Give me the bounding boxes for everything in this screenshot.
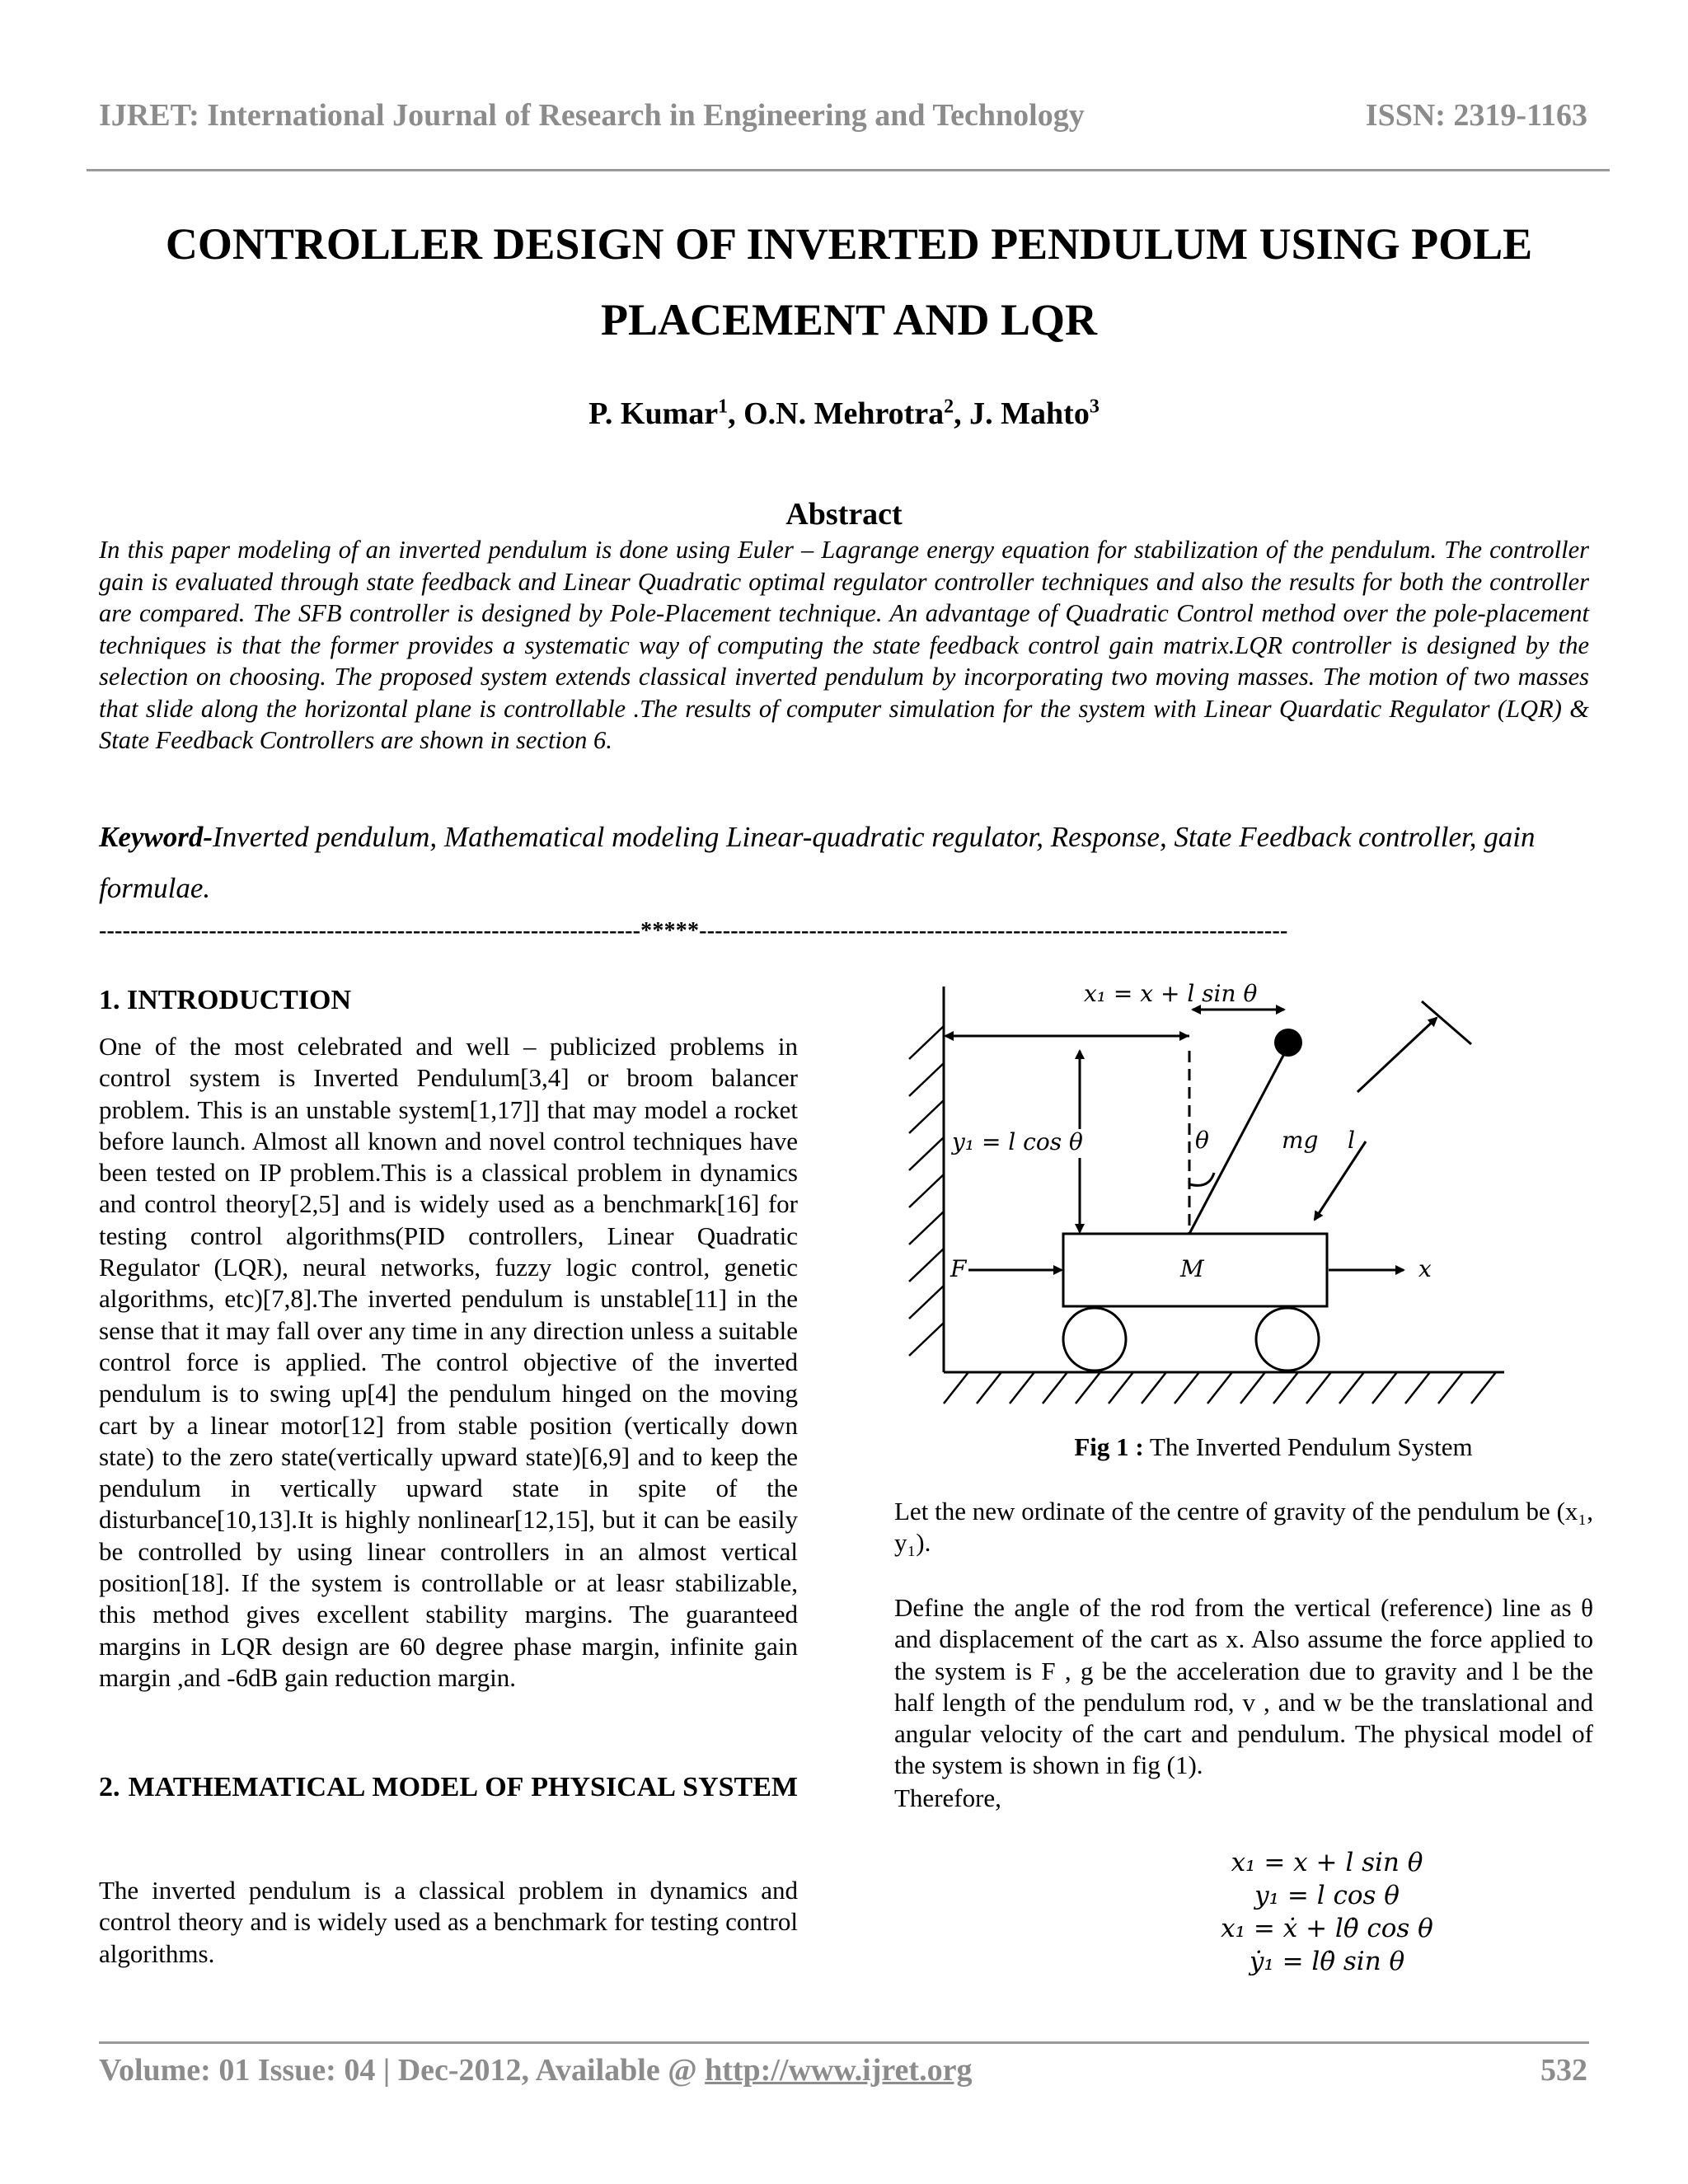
author-3: , J. Mahto bbox=[954, 396, 1090, 431]
right-paragraph-3: Therefore, bbox=[894, 1783, 1001, 1812]
author-1-affil: 1 bbox=[718, 396, 729, 418]
footer-divider bbox=[99, 2041, 1589, 2044]
paper-title bbox=[115, 206, 1582, 358]
l-dimension-tick bbox=[1422, 1001, 1471, 1044]
introduction-heading: 1. INTRODUCTION bbox=[99, 985, 352, 1015]
figure-caption-text: The Inverted Pendulum System bbox=[1143, 1432, 1473, 1461]
label-x1: x₁ = x + l sin θ bbox=[1084, 980, 1258, 1007]
title-line-1: CONTROLLER DESIGN OF INVERTED PENDULUM USING POLE bbox=[165, 219, 1533, 269]
header-divider bbox=[87, 169, 1610, 171]
ground-hatching bbox=[944, 1372, 1496, 1404]
section2-heading: 2. MATHEMATICAL MODEL OF PHYSICAL SYSTEM bbox=[99, 1772, 798, 1802]
abstract-heading: Abstract bbox=[785, 497, 903, 532]
cart-wheel-left bbox=[1063, 1308, 1126, 1371]
abstract-text: In this paper modeling of an inverted pendulum is done using Euler – Lagrange energy equation for stabilization of the pendulum. The controller gain is evaluated through state feedback and Linear Quadratic optimal regulator controller techniques and also the results for both the controller are compared. The SFB controller is designed by Pole-Placement technique. An advantage of Quadratic Control method over the pole-placement techniques is that the former provides a systematic way of computing the state feedback control gain matrix.LQR controller is designed by the selection on choosing. The proposed system extends classical inverted pendulum by incorporating two moving masses. The motion of two masses that slide along the horizontal plane is controllable .The results of computer simulation for the system with Linear Quardatic Regulator (LQR) & State Feedback Controllers are shown in section 6. bbox=[99, 536, 1589, 754]
theta-arc bbox=[1189, 1173, 1214, 1185]
label-x: x bbox=[1418, 1255, 1432, 1282]
issn-header: ISSN: 2319-1163 bbox=[1365, 98, 1587, 133]
equation-2: y₁ = l cos θ bbox=[1254, 1881, 1400, 1910]
l-dimension-arrow bbox=[1357, 1018, 1437, 1092]
label-mg: mg bbox=[1282, 1127, 1319, 1154]
introduction-section bbox=[99, 985, 798, 1694]
footer-link[interactable]: http://www.ijret.org bbox=[705, 2053, 973, 2088]
authors bbox=[0, 396, 1688, 432]
footer-volume-text: Volume: 01 Issue: 04 | Dec-2012, Available @ bbox=[99, 2053, 706, 2088]
author-2-affil: 2 bbox=[944, 396, 954, 418]
label-theta: θ bbox=[1195, 1127, 1209, 1154]
pendulum-mass bbox=[1274, 1029, 1302, 1057]
figure-caption bbox=[894, 1432, 1653, 1462]
author-1: P. Kumar bbox=[588, 396, 719, 431]
keywords-label: Keyword- bbox=[99, 821, 213, 853]
author-3-affil: 3 bbox=[1089, 396, 1100, 418]
footer-volume-info bbox=[99, 2052, 972, 2088]
wall-hatching bbox=[909, 1026, 944, 1356]
introduction-text: One of the most celebrated and well – publicized problems in control system is Inverted Pendulum[3,4] or broom balancer problem. This is an unstable system[1,17]] that may model a rocket before launch. Almost all known and novel control techniques have been tested on IP problem.This is a classical problem in dynamics and control theory[2,5] and is widely used as a benchmark[16] for testing control algorithms(PID controllers, Linear Quadratic Regulator (LQR), neural networks, fuzzy logic control, genetic algorithms, etc)[7,8].The inverted pendulum is unstable[11] in the sense that it may fall over any time in any direction unless a suitable control force is applied. The control objective of the inverted pendulum is to swing up[4] the pendulum hinged on the moving cart by a linear motor[12] from stable position (vertically down state) to the zero state(vertically upward state)[6,9] and to keep the pendulum in vertically upward state in spite of the disturbance[10,13].It is highly nonlinear[12,15], but it can be easily be controlled by using linear controllers in an almost vertical position[18]. If the system is controllable or at leasr stabilizable, this method gives excellent stability margins. The guaranteed margins in LQR design are 60 degree phase margin, infinite gain margin ,and -6dB gain reduction margin. bbox=[99, 1032, 798, 1692]
figure-caption-label: Fig 1 : bbox=[1074, 1432, 1144, 1461]
label-F: F bbox=[950, 1255, 967, 1282]
right-paragraph-2: Define the angle of the rod from the vertical (reference) line as θ and displacement of the cart as x. Also assume the force applied to the system is F , g be the acceleration due to gravity and l be the half length of the pendulum rod, v , and w be the translational and angular velocity of the cart and pendulum. The physical model of the system is shown in fig (1). bbox=[894, 1593, 1593, 1780]
cart-wheel-right bbox=[1256, 1308, 1319, 1371]
equation-1: x₁ = x + l sin θ bbox=[1231, 1848, 1423, 1877]
equation-block bbox=[1071, 1846, 1582, 1978]
label-M: M bbox=[1180, 1255, 1204, 1282]
label-y1: y₁ = l cos θ bbox=[952, 1128, 1083, 1155]
journal-header: IJRET: International Journal of Research in Engineering and Technology bbox=[99, 98, 1085, 133]
equation-3: x₁ = ẋ + lθ̇ cos θ bbox=[1221, 1914, 1433, 1943]
page-number: 532 bbox=[1540, 2053, 1587, 2088]
equation-4: ẏ₁ = lθ̇ sin θ bbox=[1249, 1947, 1405, 1976]
title-line-2: PLACEMENT AND LQR bbox=[600, 295, 1098, 344]
label-l: l bbox=[1348, 1127, 1355, 1154]
right-paragraph-1: Let the new ordinate of the centre of gravity of the pendulum be (x₁, y₁). bbox=[894, 1497, 1593, 1558]
keywords bbox=[99, 812, 1589, 914]
inverted-pendulum-figure bbox=[894, 977, 1521, 1434]
section-separator: ---------------------------------------------------------------------*****--------------------------------------------------------------------------- bbox=[99, 918, 1288, 944]
author-2: , O.N. Mehrotra bbox=[728, 396, 945, 431]
mg-force-arrow bbox=[1315, 1141, 1366, 1220]
keywords-text: Inverted pendulum, Mathematical modeling Linear-quadratic regulator, Response, State Feedback controller, gain formulae. bbox=[99, 821, 1536, 904]
section2-text: The inverted pendulum is a classical problem in dynamics and control theory and is widely used as a benchmark for testing control algorithms. bbox=[99, 1876, 798, 1968]
